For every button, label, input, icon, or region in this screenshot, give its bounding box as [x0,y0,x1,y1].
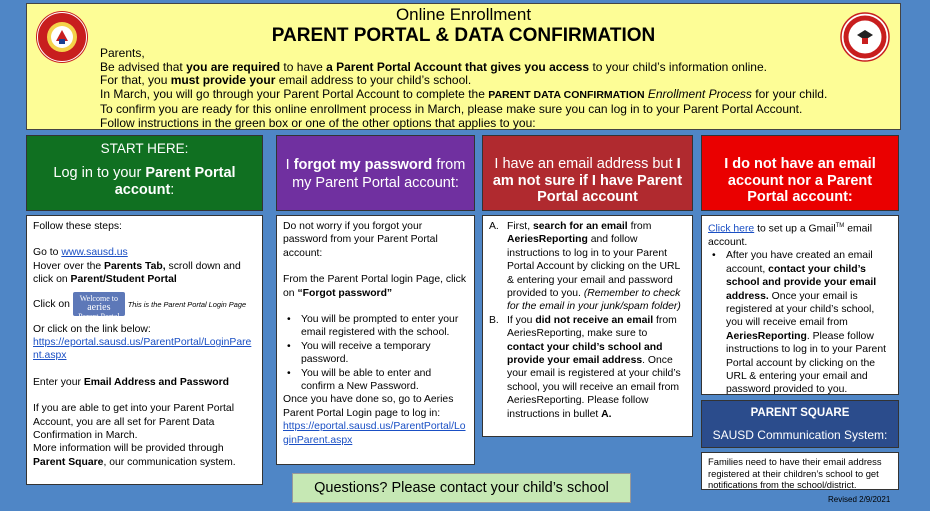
intro-line-5: Follow instructions in the green box or one of the other options that applies to you: [100,115,536,130]
no-email-header: I do not have an email account nor a Parent Portal account: [701,135,899,211]
parent-square-info: Families need to have their email address registered at their children’s school to get notifications from the school/district. [701,452,899,490]
intro-text [100,47,850,130]
intro-line-2: For that, you must provide your email address to your child’s school. [100,73,472,88]
aeries-parent-portal-badge[interactable]: Welcome to aeries Parent Portal [73,292,125,316]
forgot-password-steps: Do not worry if you forgot your password from your Parent Portal account: From the Parent Portal login Page, click on “Forgot password” • You will be prompted to enter your email registered with the school. • You will receive a temporary password. • You will be able to enter and confirm a New Password. Once you have done so, go to Aeries Parent Portal Login page to log in: https://eportal.sausd.us/ParentPortal/LoginParent.aspx [276,215,475,465]
list-item: • You will be prompted to enter your email registered with the school. [283,313,468,340]
list-item: • You will receive a temporary password. [283,340,468,367]
list-item: • You will be able to enter and confirm a New Password. [283,367,468,394]
intro-line-3: In March, you will go through your Parent Portal Account to complete the PARENT DATA CONFIRMATION Enrollment Process for your child. [100,87,828,102]
revised-date: Revised 2/9/2021 [828,495,891,504]
forgot-password-bullets [283,313,468,393]
not-sure-steps [482,215,693,437]
intro-banner [26,3,901,130]
page-title: PARENT PORTAL & DATA CONFIRMATION [271,25,656,46]
gmail-setup-link[interactable]: Click here [708,223,755,235]
intro-line-4: To confirm you are ready for this online enrollment process in March, please make sure you can log in to your Parent Portal Account. [100,101,803,116]
parent-square-header: PARENT SQUARE SAUSD Communication System: [701,400,899,448]
list-item: • After you have created an email account, contact your child’s school and provide your email address. Once your email is registered at your child’s school, you will receive email from AeriesReporting. Please follow instructions to log in to your Parent Portal account by clicking on the URL & entering your email and password provided to you. [708,249,892,396]
not-sure-header: I have an email address but I am not sure if I have Parent Portal account [482,135,693,211]
forgot-password-header: I forgot my password from my Parent Portal account: [276,135,475,211]
start-here-steps: Follow these steps: Go to www.sausd.us Hover over the Parents Tab, scroll down and click on Parent/Student Portal Click on Welcome to aeries Parent Portal This is the Parent Portal Login Page Or click on the link below: https://eportal.sausd.us/ParentPortal/LoginParent.aspx Enter your Email Address and Password If you are able to get into your Parent Portal Account, you are all set for Parent Data Confirmation in March. More information will be provided through Parent Square, our communication system. [26,215,263,485]
start-here-header: START HERE: Log in to your Parent Portal account: [26,135,263,211]
no-email-steps: Click here to set up a Gmail™ email account. • After you have created an email account, contact your child’s school and provide your email address. Once your email is registered at your child’s school, you will receive email from AeriesReporting. Please follow instructions to log in to your Parent Portal account by clicking on the URL & entering your email and password provided to you. [701,215,899,395]
page-subtitle: Online Enrollment [395,5,532,24]
parent-portal-login-link[interactable]: https://eportal.sausd.us/ParentPortal/LoginParent.aspx [33,337,252,362]
parent-portal-login-link-2[interactable]: https://eportal.sausd.us/ParentPortal/LoginParent.aspx [283,421,466,446]
questions-banner: Questions? Please contact your child’s school [292,473,631,503]
list-item: B. If you did not receive an email from AeriesReporting, make sure to contact your child’s school and provide your email address. Once your email is registered at your child’s school, you will receive an email from AeriesReporting. Please follow instructions in bullet A. [489,314,681,420]
sausd-website-link[interactable]: www.sausd.us [61,247,128,259]
intro-line-1: Be advised that you are required to have a Parent Portal Account that gives you access to your child’s information online. [100,59,767,74]
list-item: A. First, search for an email from AeriesReporting and follow instructions to log in to your Parent Portal Account by clicking on the URL & entering your email and password provided to you. (Remember to check for the email in your junk/spam folder) [489,221,681,313]
greeting: Parents, [100,46,145,60]
